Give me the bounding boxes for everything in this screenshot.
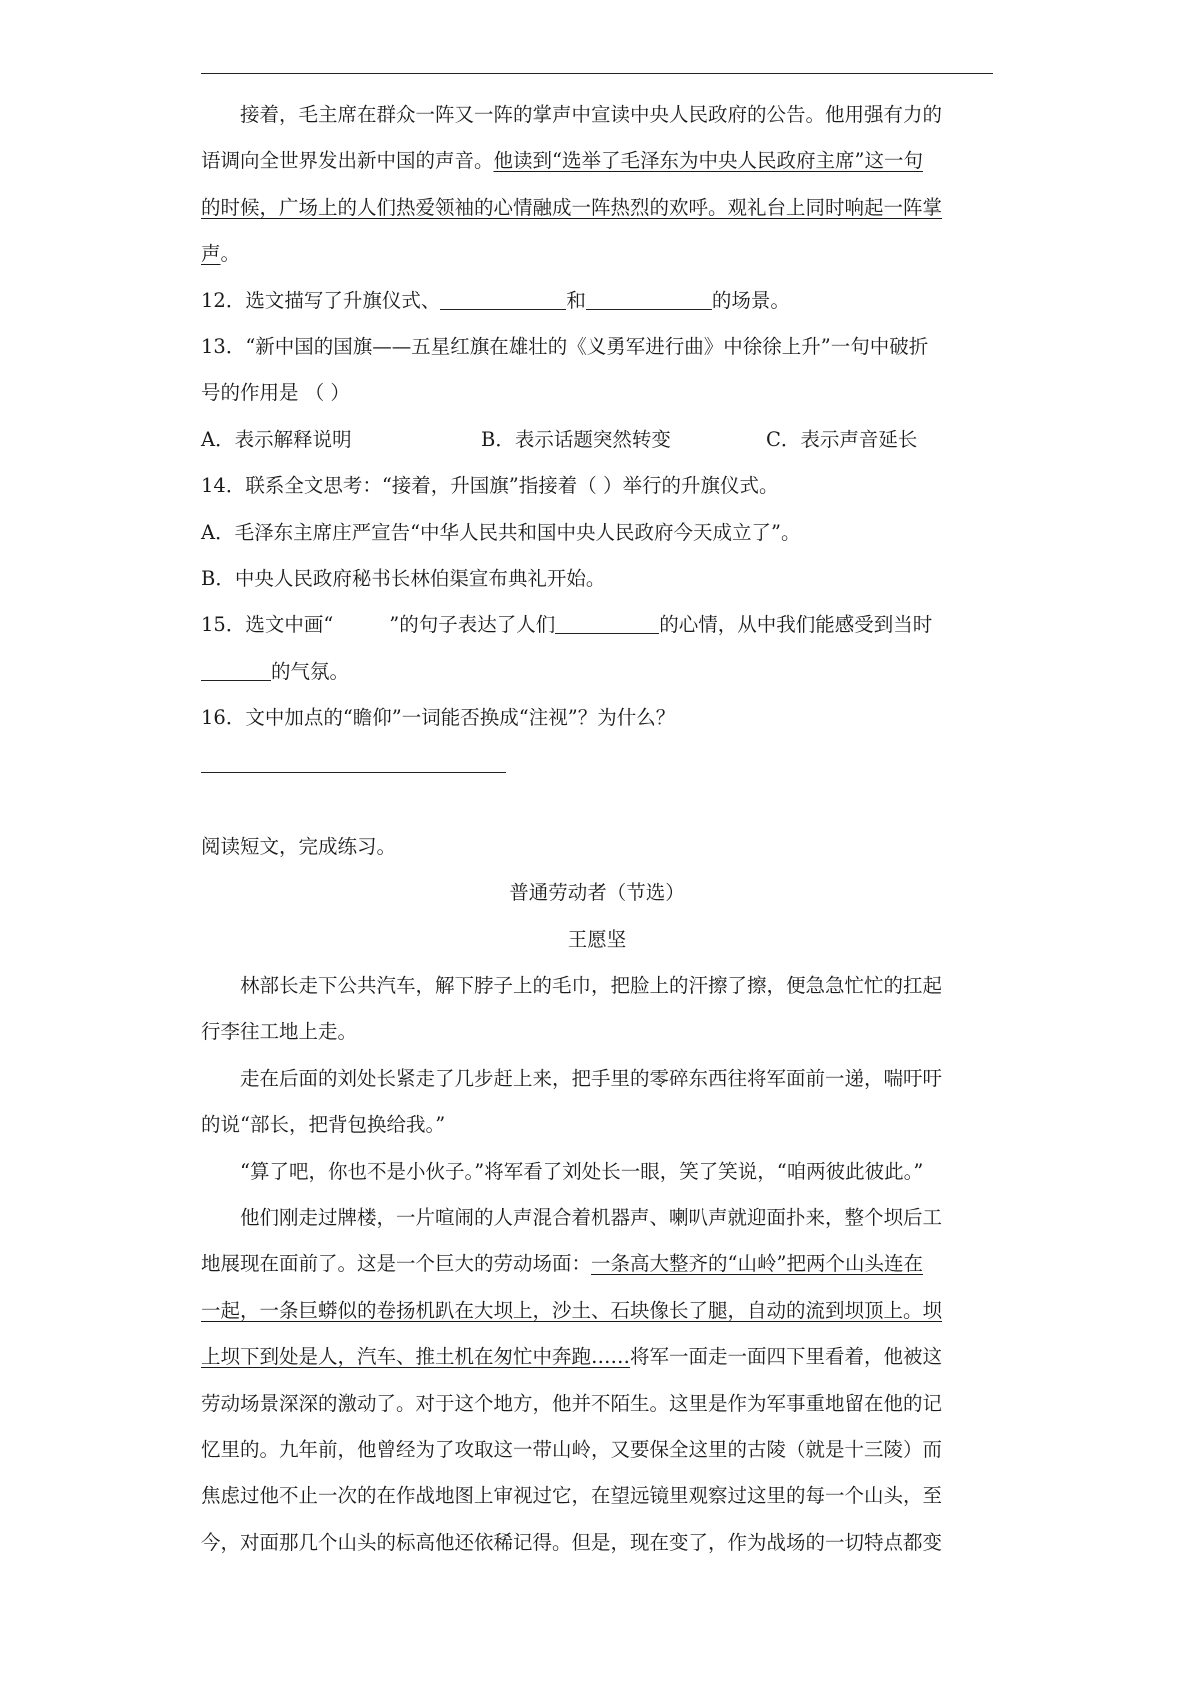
article-p4-line5: 劳动场景深深的激动了。对于这个地方，他并不陌生。这里是作为军事重地留在他的记 — [201, 1391, 943, 1415]
article-p2-line1: 走在后面的刘处长紧走了几步赶上来，把手里的零碎东西往将军面前一递，喘吁吁 — [240, 1066, 943, 1090]
question-12: 12．选文描写了升旗仪式、 和 的场景。 — [201, 278, 993, 324]
answer-blank[interactable] — [440, 285, 566, 310]
passage1-line1: 接着，毛主席在群众一阵又一阵的掌声中宣读中央人民政府的公告。他用强有力的 — [240, 103, 943, 126]
article-p4-line2: 地展现在面前了。这是一个巨大的劳动场面：一条高大整齐的“山岭”把两个山头连在 — [201, 1252, 923, 1276]
option-b[interactable]: B．表示话题突然转变 — [481, 427, 671, 451]
option-a[interactable]: A．表示解释说明 — [201, 427, 352, 451]
question-16-answer — [201, 741, 993, 787]
underlined-sentence: 的时候，广场上的人们热爱领袖的心情融成一阵热烈的欢呼。观礼台上同时响起一阵掌 — [201, 195, 943, 219]
answer-blank[interactable] — [586, 285, 712, 310]
underlined-sentence: 声 — [201, 242, 221, 266]
answer-blank[interactable] — [555, 609, 659, 634]
section-gap — [201, 788, 993, 824]
article-p4-line4: 上坝下到处是人，汽车、推土机在匆忙中奔跑……将军一面走一面四下里看着，他被这 — [201, 1345, 943, 1369]
question-14-option-a[interactable]: A．毛泽东主席庄严宣告“中华人民共和国中央人民政府今天成立了”。 — [201, 520, 801, 544]
article-p1-line1: 林部长走下公共汽车，解下脖子上的毛巾，把脸上的汗擦了擦，便急急忙忙的扛起 — [240, 974, 943, 998]
passage1-line3 — [201, 185, 993, 231]
question-13-line1: 13．“新中国的国旗——五星红旗在雄壮的《义勇军进行曲》中徐徐上升”一句中破折 — [201, 334, 929, 358]
article-p1-line2: 行李往工地上走。 — [201, 1020, 358, 1044]
answer-line[interactable] — [201, 742, 506, 773]
section2-instruction: 阅读短文，完成练习。 — [201, 834, 397, 858]
passage1-line2: 语调向全世界发出新中国的声音。他读到“选举了毛泽东为中央人民政府主席”这一句 — [201, 149, 923, 173]
underlined-sentence: 上坝下到处是人，汽车、推土机在匆忙中奔跑…… — [201, 1345, 631, 1369]
underlined-sentence: 一条高大整齐的“山岭”把两个山头连在 — [591, 1252, 923, 1276]
question-13-options — [201, 417, 993, 463]
option-c[interactable]: C．表示声音延长 — [766, 427, 918, 451]
question-14: 14．联系全文思考：“接着，升国旗”指接着（ ）举行的升旗仪式。 — [201, 474, 779, 498]
question-13-line2: 号的作用是 （ ） — [201, 381, 350, 405]
question-15-line1: 15．选文中画“ ”的句子表达了人们 的心情，从中我们能感受到当时 — [201, 602, 993, 648]
article-p4-line3 — [201, 1288, 993, 1334]
article-p4-line6: 忆里的。九年前，他曾经为了攻取这一带山岭，又要保全这里的古陵（就是十三陵）而 — [201, 1437, 943, 1461]
underlined-sentence: 一起，一条巨蟒似的卷扬机趴在大坝上，沙土、石块像长了腿，自动的流到坝顶上。坝 — [201, 1298, 943, 1322]
question-16: 16．文中加点的“瞻仰”一词能否换成“注视”？为什么？ — [201, 706, 676, 730]
answer-blank[interactable] — [201, 656, 271, 681]
article-p4-line1: 他们刚走过牌楼，一片喧闹的人声混合着机器声、喇叭声就迎面扑来，整个坝后工 — [240, 1205, 943, 1229]
article-title: 普通劳动者（节选） — [509, 881, 685, 905]
document-body — [201, 92, 993, 1566]
article-p3: “算了吧，你也不是小伙子。”将军看了刘处长一眼，笑了笑说，“咱两彼此彼此。” — [240, 1159, 924, 1183]
article-author: 王愿坚 — [567, 927, 627, 951]
question-15-line2: 的气氛。 — [201, 649, 993, 695]
article-p4-line8: 今，对面那几个山头的标高他还依稀记得。但是，现在变了，作为战场的一切特点都变 — [201, 1530, 943, 1554]
underlined-sentence: 他读到“选举了毛泽东为中央人民政府主席”这一句 — [493, 149, 923, 173]
question-14-option-b[interactable]: B．中央人民政府秘书长林伯渠宣布典礼开始。 — [201, 566, 606, 590]
article-p4-line7: 焦虑过他不止一次的在作战地图上审视过它，在望远镜里观察过这里的每一个山头，至 — [201, 1484, 943, 1508]
article-p2-line2: 的说“部长，把背包换给我。” — [201, 1113, 446, 1137]
header-rule — [201, 73, 993, 74]
passage1-line4: 声。 — [201, 242, 241, 266]
